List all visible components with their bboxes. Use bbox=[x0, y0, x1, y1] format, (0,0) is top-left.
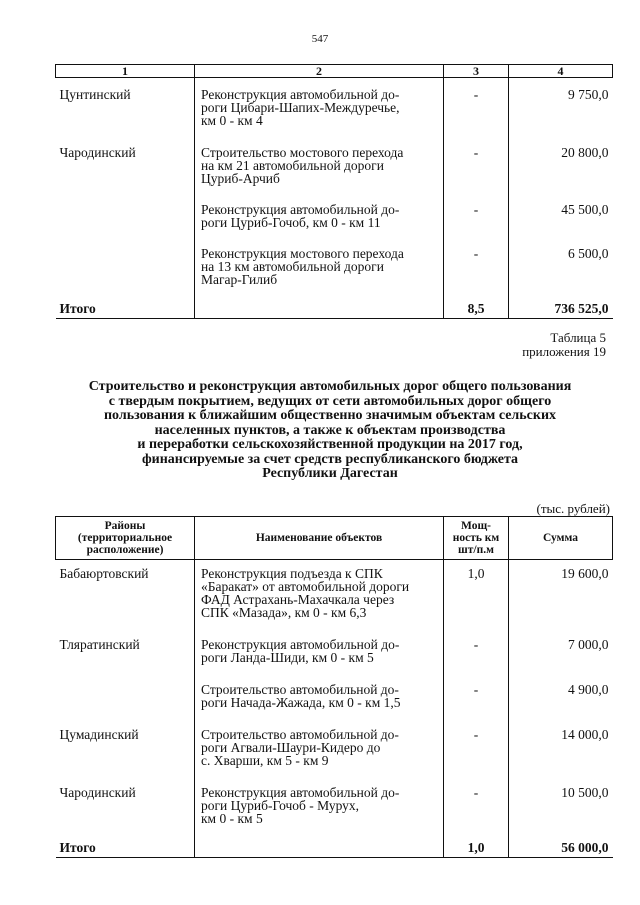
total-label: Итого bbox=[56, 835, 195, 858]
column-header: 4 bbox=[509, 65, 613, 78]
table-row bbox=[56, 78, 613, 138]
capacity-cell: - bbox=[444, 137, 509, 195]
heading-line: с твердым покрытием, ведущих от сети автомобильных дорог общего bbox=[108, 393, 552, 409]
caption-table-number: Таблица 5 bbox=[550, 330, 606, 345]
total-row bbox=[56, 296, 613, 319]
object-cell: Строительство мостового перехода на км 21 автомобильной дороги Цуриб-Арчиб bbox=[195, 137, 444, 195]
capacity-cell: - bbox=[444, 78, 509, 138]
table-caption bbox=[522, 331, 606, 359]
amount-cell: 45 500,0 bbox=[561, 202, 609, 217]
total-row bbox=[56, 835, 613, 858]
object-cell: Реконструкция автомобильной до- роги Цуриб-Гочоб - Мурух, км 0 - км 5 bbox=[195, 777, 444, 835]
total-amount: 736 525,0 bbox=[509, 296, 613, 319]
total-capacity: 8,5 bbox=[444, 296, 509, 319]
capacity-cell: - bbox=[444, 674, 509, 719]
district-cell: Бабаюртовский bbox=[59, 566, 149, 581]
heading-line: финансируемые за счет средств республиканского бюджета bbox=[141, 451, 519, 467]
capacity-cell: - bbox=[444, 239, 509, 296]
heading-line: пользования к ближайшим общественно значимым объектам сельских bbox=[103, 408, 557, 423]
heading-line: и переработки сельскохозяйственной продукции на 2017 год, bbox=[137, 437, 523, 452]
object-cell: Реконструкция подъезда к СПК «Баракат» от автомобильной дороги ФАД Астрахань-Махачкала через СПК «Мазада», км 0 - км 6,3 bbox=[195, 560, 444, 630]
heading-line: населенных пунктов, а также к объектам производства bbox=[154, 422, 506, 438]
heading-line: Республики Дагестан bbox=[262, 466, 398, 481]
column-header: 3 bbox=[444, 65, 509, 78]
capacity-cell: - bbox=[444, 719, 509, 777]
capacity-cell: - bbox=[444, 629, 509, 674]
object-cell: Реконструкция мостового перехода на 13 км автомобильной дороги Магар-Гилиб bbox=[195, 239, 444, 296]
object-cell: Реконструкция автомобильной до- роги Ланда-Шиди, км 0 - км 5 bbox=[195, 629, 444, 674]
caption-appendix: приложения 19 bbox=[522, 344, 606, 359]
capacity-cell: - bbox=[444, 195, 509, 239]
district-cell: Чародинский bbox=[59, 145, 136, 160]
amount-cell: 9 750,0 bbox=[568, 87, 609, 102]
table-row bbox=[56, 560, 613, 630]
table-header-row bbox=[56, 65, 613, 78]
district-cell bbox=[56, 239, 195, 296]
column-header-object: Наименование объектов bbox=[195, 517, 444, 560]
amount-cell: 7 000,0 bbox=[568, 637, 609, 652]
column-header-district: Районы (территориальное расположение) bbox=[56, 517, 195, 560]
total-capacity: 1,0 bbox=[444, 835, 509, 858]
capacity-cell: - bbox=[444, 777, 509, 835]
district-cell: Цунтинский bbox=[59, 87, 131, 102]
object-cell: Строительство автомобильной до- роги Начада-Жажада, км 0 - км 1,5 bbox=[195, 674, 444, 719]
amount-cell: 19 600,0 bbox=[561, 566, 609, 581]
district-cell bbox=[56, 674, 195, 719]
district-cell bbox=[56, 195, 195, 239]
total-amount: 56 000,0 bbox=[509, 835, 613, 858]
table-row bbox=[56, 137, 613, 195]
units-label: (тыс. рублей) bbox=[536, 501, 610, 516]
district-cell: Цумадинский bbox=[59, 727, 139, 742]
object-cell: Реконструкция автомобильной до- роги Цибари-Шапих-Междуречье, км 0 - км 4 bbox=[195, 78, 444, 138]
total-label: Итого bbox=[56, 296, 195, 319]
capacity-cell: 1,0 bbox=[444, 560, 509, 630]
table-5 bbox=[55, 516, 613, 858]
column-header: 2 bbox=[195, 65, 444, 78]
object-cell: Строительство автомобильной до- роги Агвали-Шаури-Кидеро до с. Хварши, км 5 - км 9 bbox=[195, 719, 444, 777]
table-row bbox=[56, 195, 613, 239]
total-object-cell bbox=[195, 835, 444, 858]
page-number: 547 bbox=[311, 33, 329, 45]
table-row bbox=[56, 719, 613, 777]
object-cell: Реконструкция автомобильной до- роги Цуриб-Гочоб, км 0 - км 11 bbox=[195, 195, 444, 239]
table-row bbox=[56, 674, 613, 719]
table-header-row bbox=[56, 517, 613, 560]
amount-cell: 20 800,0 bbox=[561, 145, 609, 160]
amount-cell: 6 500,0 bbox=[568, 246, 609, 261]
table-row bbox=[56, 777, 613, 835]
column-header-capacity: Мощ- ность км шт/п.м bbox=[444, 517, 509, 560]
column-header-amount: Сумма bbox=[509, 517, 613, 560]
amount-cell: 14 000,0 bbox=[561, 727, 609, 742]
column-header: 1 bbox=[56, 65, 195, 78]
table-heading bbox=[60, 380, 600, 482]
table-row bbox=[56, 239, 613, 296]
amount-cell: 4 900,0 bbox=[568, 682, 609, 697]
total-object-cell bbox=[195, 296, 444, 319]
table-row bbox=[56, 629, 613, 674]
heading-line: Строительство и реконструкция автомобильных дорог общего пользования bbox=[88, 379, 572, 394]
table-continuation bbox=[55, 64, 613, 319]
amount-cell: 10 500,0 bbox=[561, 785, 609, 800]
district-cell: Тляратинский bbox=[59, 637, 140, 652]
district-cell: Чародинский bbox=[59, 785, 136, 800]
